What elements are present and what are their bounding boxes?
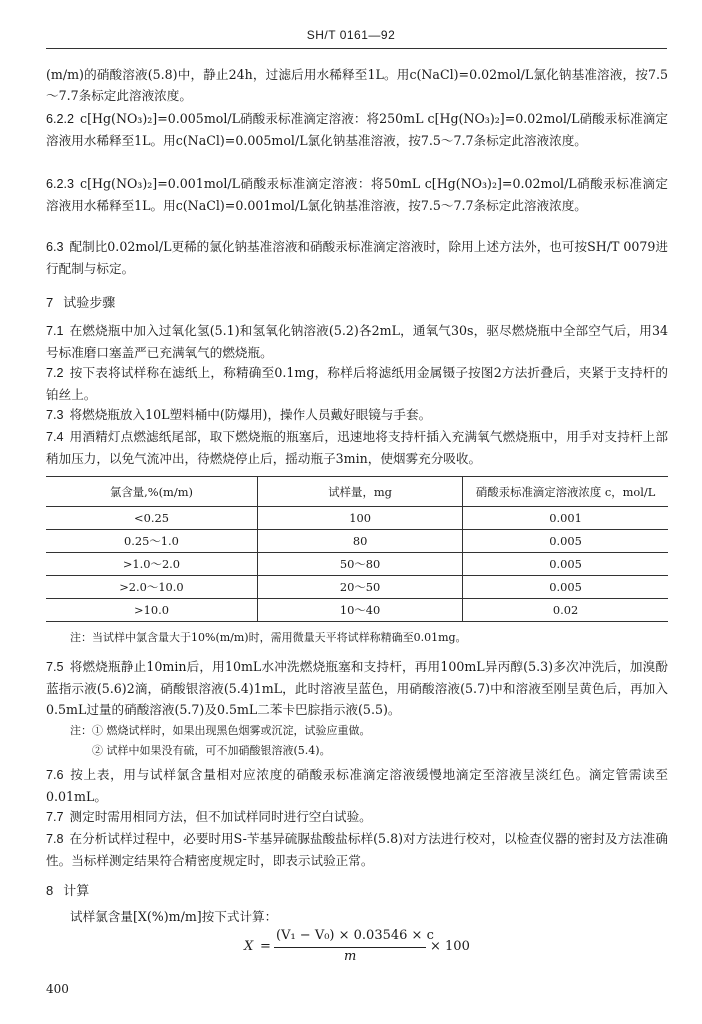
clause-6-3 [46,236,668,279]
table-cell: >10.0 [46,599,257,622]
table-cell: 0.005 [463,576,668,599]
step-number: 7.6 [46,768,64,782]
clause-number: 6.2.3 [46,177,75,191]
section-8-heading [46,880,89,899]
table-cell: 10～40 [257,599,462,622]
clause-text: c[Hg(NO₃)₂]=0.001mol/L硝酸汞标准滴定溶液：将50mL c[Hg(NO₃)₂]=0.02mol/L硝酸汞标准滴定溶液用水稀释至1L。用c(NaCl)=0.001mol/L氯化钠基准溶液，按7.5～7.7条标定此溶液浓度。 [46,176,668,213]
table-cell: 20～50 [257,576,462,599]
section-number: 7 [46,295,54,310]
formula-equals: = [260,939,271,954]
chlorine-formula [244,928,484,968]
table-row [46,576,668,599]
step-number: 7.4 [46,430,64,444]
step-text: 按上表，用与试样氯含量相对应浓度的硝酸汞标准滴定溶液缓慢地滴定至溶液呈淡红色。滴定管需读至0.01mL。 [46,767,668,804]
step-number: 7.5 [46,660,64,674]
clause-number: 6.2.2 [46,112,75,126]
step-text: 将燃烧瓶放入10L塑料桶中(防爆用)，操作人员戴好眼镜与手套。 [69,407,432,422]
table-header-cell: 氯含量,%(m/m) [46,477,257,507]
step-7-5 [46,656,668,720]
step-text: 测定时需用相同方法，但不加试样同时进行空白试验。 [69,809,372,824]
formula-denominator: m [344,949,357,964]
clause-text: 配制比0.02mol/L更稀的氯化钠基准溶液和硝酸汞标准滴定溶液时，除用上述方法外，也可按SH/T 0079进行配制与标定。 [46,239,668,276]
section-title: 试验步骤 [63,295,116,310]
table-cell: >1.0～2.0 [46,553,257,576]
table-row [46,530,668,553]
step-7-8 [46,828,668,871]
table-cell: 0.25～1.0 [46,530,257,553]
table-note: 注：当试样中氯含量大于10%(m/m)时，需用微量天平将试样称精确至0.01mg。 [70,631,467,644]
header-divider [46,48,667,49]
step-text: 将燃烧瓶静止10min后，用10mL水冲洗燃烧瓶塞和支持杆，再用100mL异丙醇(5.3)多次冲洗后，加溴酚蓝指示液(5.6)2滴，硝酸银溶液(5.4)1mL，此时溶液呈蓝色，用硝酸溶液(5.7)中和溶液至刚呈黄色后，再加入0.5mL过量的硝酸溶液(5.7)及0.5mL二苯卡巴腙指示液(5.5)。 [46,659,668,717]
table-header-cell: 硝酸汞标准滴定溶液浓度 c，mol/L [463,477,668,507]
table-row [46,553,668,576]
clause-number: 6.3 [46,240,64,254]
step-text: 在分析试样过程中，必要时用S-苄基异硫脲盐酸盐标样(5.8)对方法进行校对，以检查仪器的密封及方法准确性。当标样测定结果符合精密度规定时，即表示试验正常。 [46,831,668,868]
step-7-4 [46,426,668,469]
formula-lhs: X [244,939,254,954]
clause-text: c[Hg(NO₃)₂]=0.005mol/L硝酸汞标准滴定溶液：将250mL c[Hg(NO₃)₂]=0.02mol/L硝酸汞标准滴定溶液用水稀释至1L。用c(NaCl)=0.005mol/L氯化钠基准溶液，按7.5～7.7条标定此溶液浓度。 [46,111,668,148]
table-row [46,599,668,622]
table-cell: 0.005 [463,553,668,576]
paragraph-continued [46,64,668,106]
step-note-2: ② 试样中如果没有硫，可不加硝酸银溶液(5.4)。 [92,744,331,757]
step-number: 7.1 [46,324,64,338]
table-row [46,507,668,530]
formula-numerator: (V₁ − V₀) × 0.03546 × c [276,928,434,943]
step-note-1: 注：① 燃烧试样时，如果出现黑色烟雾或沉淀，试验应重做。 [70,724,371,737]
table-cell: <0.25 [46,507,257,530]
table-header-cell: 试样量，mg [257,477,462,507]
table-cell: 50～80 [257,553,462,576]
clause-6-2-3 [46,173,668,216]
table-header-row [46,477,668,507]
table-cell: 0.005 [463,530,668,553]
step-number: 7.3 [46,408,64,422]
step-text: 按下表将试样称在滤纸上，称精确至0.1mg，称样后将滤纸用金属镊子按图2方法折叠后，夹紧于支持杆的铂丝上。 [46,365,668,402]
step-number: 7.7 [46,810,64,824]
step-text: 用酒精灯点燃滤纸尾部，取下燃烧瓶的瓶塞后，迅速地将支持杆插入充满氧气燃烧瓶中，用手对支持杆上部稍加压力，以免气流冲出，待燃烧停止后，摇动瓶子3min，使烟雾充分吸收。 [46,429,668,466]
step-7-6 [46,764,668,807]
table-cell: 100 [257,507,462,530]
step-7-7 [46,806,668,828]
paragraph-text: (m/m)的硝酸溶液(5.8)中，静止24h，过滤后用水稀释至1L。用c(NaCl)=0.02mol/L氯化钠基准溶液，按7.5～7.7条标定此溶液浓度。 [46,67,668,103]
table-cell: 0.001 [463,507,668,530]
fraction-bar [274,947,426,948]
clause-6-2-2 [46,108,668,151]
step-7-3 [46,404,668,426]
step-number: 7.8 [46,832,64,846]
section-title: 计算 [63,883,90,898]
calc-intro: 试样氯含量[X(%)m/m]按下式计算： [70,909,278,924]
page-number: 400 [46,982,69,996]
step-text: 在燃烧瓶中加入过氧化氢(5.1)和氢氧化钠溶液(5.2)各2mL，通氧气30s，驱尽燃烧瓶中全部空气后，用34号标准磨口塞盖严已充满氧气的燃烧瓶。 [46,323,668,360]
table-cell: 0.02 [463,599,668,622]
table-cell: 80 [257,530,462,553]
table-cell: >2.0～10.0 [46,576,257,599]
step-number: 7.2 [46,366,64,380]
section-number: 8 [46,883,54,898]
step-7-2 [46,362,668,405]
formula-multiplier: × 100 [430,939,470,954]
sample-size-table [46,476,668,622]
step-7-1 [46,320,668,363]
section-7-heading [46,292,115,311]
page-header-code: SH/T 0161—92 [306,28,396,42]
